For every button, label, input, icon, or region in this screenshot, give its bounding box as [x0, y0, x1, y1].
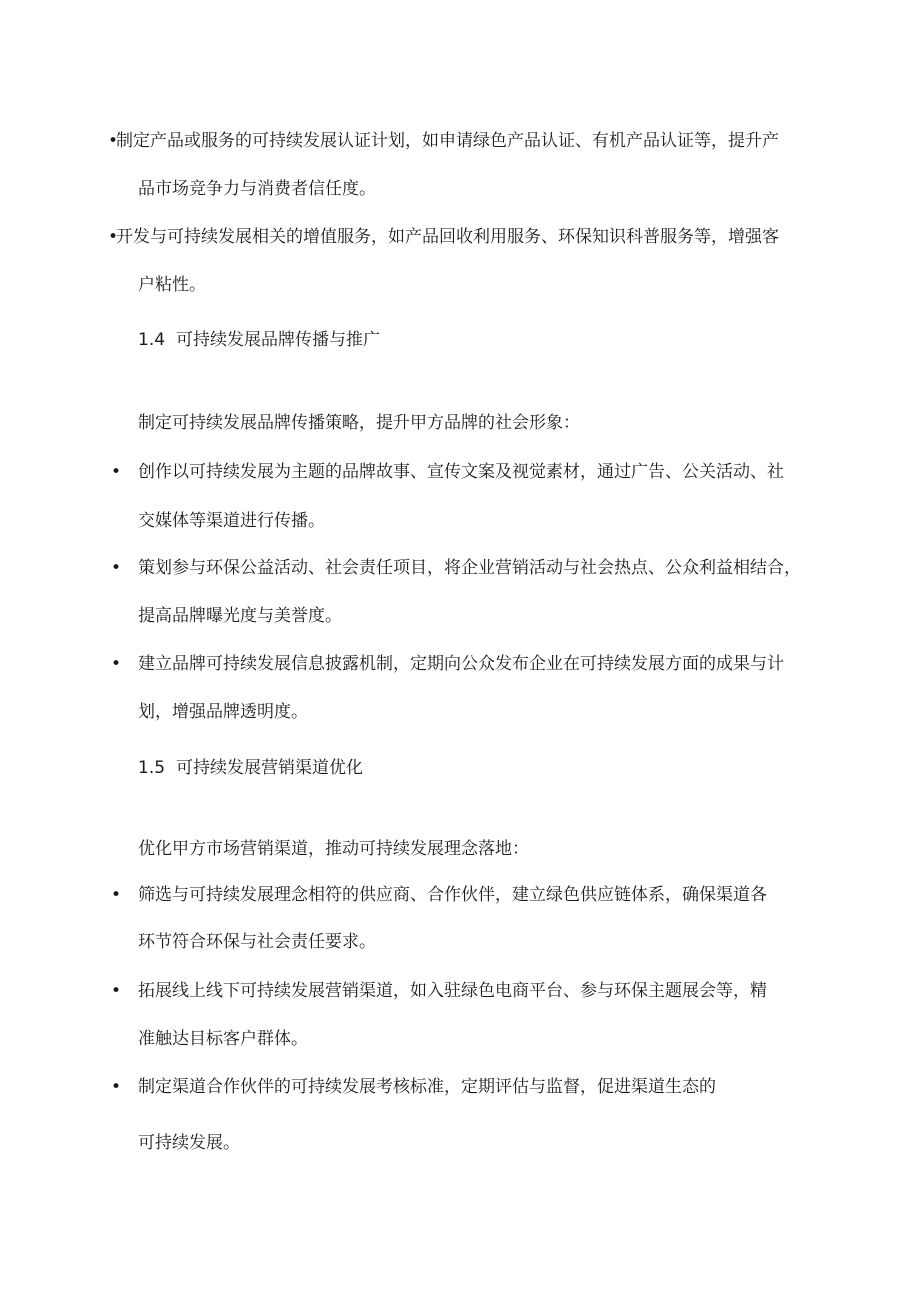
section-1-4-item-2-line-1: 策划参与环保公益活动、社会责任项目，将企业营销活动与社会热点、公众利益相结合， — [138, 558, 801, 578]
intro-item-1-line-1: 制定产品或服务的可持续发展认证计划，如申请绿色产品认证、有机产品认证等，提升产 — [116, 131, 779, 151]
section-1-5-title: 可持续发展营销渠道优化 — [176, 758, 363, 778]
intro-item-2-line-2: 户粘性。 — [138, 275, 206, 295]
intro-item-1-line-2: 品市场竞争力与消费者信任度。 — [138, 179, 376, 199]
section-1-5-item-3-line-2: 可持续发展。 — [138, 1133, 240, 1153]
bullet-icon: • — [111, 885, 122, 905]
bullet-icon: • — [108, 227, 119, 247]
section-1-4-title: 可持续发展品牌传播与推广 — [176, 330, 380, 350]
section-1-4-item-2-line-2: 提高品牌曝光度与美誉度。 — [138, 606, 342, 626]
section-1-5-item-1-line-1: 筛选与可持续发展理念相符的供应商、合作伙伴，建立绿色供应链体系，确保渠道各 — [138, 885, 767, 905]
bullet-icon: • — [111, 462, 122, 482]
section-1-4-item-3-line-2: 划，增强品牌透明度。 — [138, 702, 308, 722]
section-1-4-number: 1.4 — [138, 330, 166, 350]
bullet-icon: • — [111, 981, 122, 1001]
section-1-5-item-1-line-2: 环节符合环保与社会责任要求。 — [138, 932, 376, 952]
section-1-4-item-1-line-1: 创作以可持续发展为主题的品牌故事、宣传文案及视觉素材，通过广告、公关活动、社 — [138, 462, 784, 482]
section-1-5-intro: 优化甲方市场营销渠道，推动可持续发展理念落地： — [138, 839, 529, 859]
section-1-5-item-3-line-1: 制定渠道合作伙伴的可持续发展考核标准，定期评估与监督，促进渠道生态的 — [138, 1077, 716, 1097]
bullet-icon: • — [111, 1077, 122, 1097]
bullet-icon: • — [111, 558, 122, 578]
section-1-4-item-1-line-2: 交媒体等渠道进行传播。 — [138, 511, 325, 531]
section-1-4-intro: 制定可持续发展品牌传播策略，提升甲方品牌的社会形象： — [138, 413, 580, 433]
section-1-5-item-2-line-2: 准触达目标客户群体。 — [138, 1029, 308, 1049]
bullet-icon: • — [108, 131, 119, 151]
bullet-icon: • — [111, 654, 122, 674]
section-1-4-item-3-line-1: 建立品牌可持续发展信息披露机制，定期向公众发布企业在可持续发展方面的成果与计 — [138, 654, 784, 674]
section-1-5-item-2-line-1: 拓展线上线下可持续发展营销渠道，如入驻绿色电商平台、参与环保主题展会等，精 — [138, 981, 767, 1001]
section-1-5-number: 1.5 — [138, 758, 166, 778]
intro-item-2-line-1: 开发与可持续发展相关的增值服务，如产品回收利用服务、环保知识科普服务等，增强客 — [116, 227, 779, 247]
